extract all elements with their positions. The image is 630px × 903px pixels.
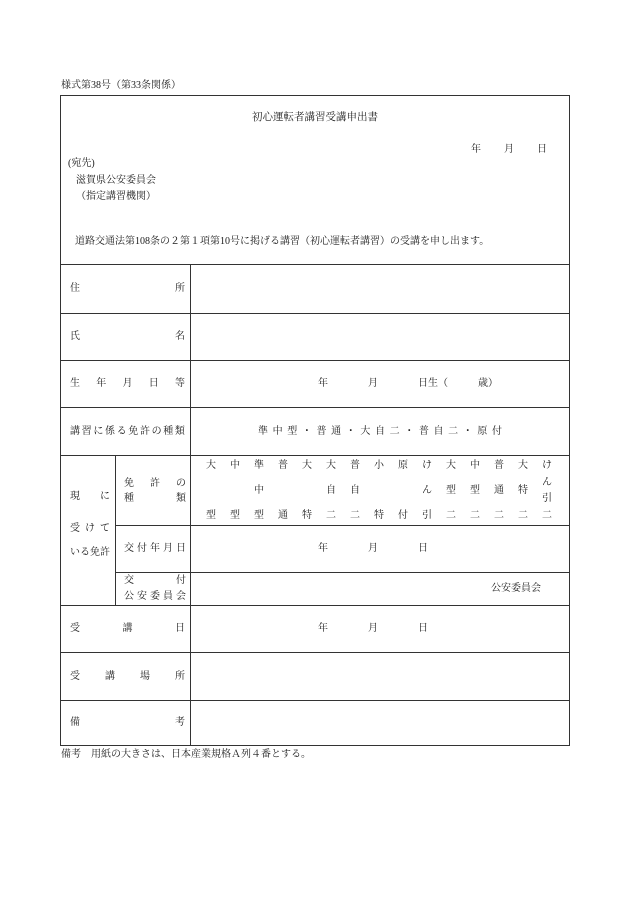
form-table: [61, 265, 569, 745]
license-type-char: 大: [446, 460, 456, 471]
label-char: 氏: [70, 331, 80, 342]
label-char: 講: [122, 623, 133, 634]
addressee-label: (宛先): [68, 158, 95, 169]
remarks-label: [70, 716, 185, 730]
license-type-char: け: [422, 460, 432, 471]
label-char: 準: [258, 425, 268, 437]
label-char: る: [80, 547, 90, 558]
label-char: 普: [418, 425, 429, 437]
license-type-char: 普: [350, 460, 360, 471]
license-type-column: [463, 461, 487, 521]
license-type-char: 型: [230, 510, 240, 521]
license-type-label-line: [124, 476, 186, 491]
license-type-column: [367, 461, 391, 521]
license-type-char: 中: [254, 485, 264, 496]
course-place-label-cell: [61, 653, 190, 700]
label-char: 通: [331, 425, 342, 437]
license-type-column: [295, 461, 319, 521]
license-type-column: [391, 461, 415, 521]
label-char: ・: [345, 425, 356, 437]
label-char: 中: [272, 425, 283, 437]
license-type-char: 付: [398, 510, 408, 521]
label-char: 二: [389, 425, 400, 437]
issuer-label-line: [124, 573, 186, 589]
designated-agency: （指定講習機関）: [76, 191, 156, 202]
license-type-char: 引: [422, 510, 432, 521]
license-type-char: 原: [398, 460, 408, 471]
license-type-char: 二: [326, 510, 336, 521]
course-license-options: [258, 425, 502, 439]
label-char: 免: [90, 547, 100, 558]
label-char: 付: [492, 425, 502, 437]
label-char: 自: [375, 425, 385, 437]
license-type-char: 二: [518, 510, 528, 521]
license-type-column: [511, 461, 535, 521]
course-date-label: [70, 622, 185, 636]
license-type-char: 型: [206, 510, 216, 521]
license-type-column: [439, 461, 463, 521]
license-type-char: 二: [350, 510, 360, 521]
course-date-field: [191, 606, 569, 652]
license-type-char: 普: [494, 460, 504, 471]
license-type-char: 自: [350, 485, 360, 496]
label-char: に: [93, 425, 104, 437]
name-field: [191, 314, 569, 360]
label-char: い: [70, 547, 80, 558]
license-type-char: 中: [470, 460, 480, 471]
address-label: [70, 282, 185, 296]
license-type-char: 引: [542, 493, 552, 505]
addressee: 滋賀県公安委員会: [76, 175, 156, 186]
form-header: [61, 96, 569, 265]
license-type-char: 通: [494, 485, 504, 496]
course-license-label: [70, 425, 185, 439]
label-char: 許: [150, 477, 160, 489]
label-char: ・: [404, 425, 415, 437]
license-type-label-line: [124, 491, 186, 506]
label-char: 所: [175, 283, 185, 294]
label-char: 許: [100, 547, 110, 558]
license-type-column: [487, 461, 511, 521]
course-date-label-cell: [61, 606, 190, 652]
label-char: 会: [176, 591, 186, 602]
license-type-column: [199, 461, 223, 521]
label-char: 受: [70, 523, 80, 534]
issuer-label: [124, 573, 186, 605]
license-type-column: [343, 461, 367, 521]
label-char: ・: [301, 425, 312, 437]
label-char: 考: [175, 717, 185, 728]
course-place-field: [191, 653, 569, 700]
label-char: 講: [70, 425, 80, 437]
address-label-cell: [61, 265, 190, 313]
license-type-char: 型: [254, 510, 264, 521]
label-char: 原: [477, 425, 488, 437]
label-char: 免: [124, 477, 134, 489]
license-type-char: 通: [278, 510, 288, 521]
birth-value: 年 月 日生（ 歳）: [318, 378, 498, 389]
label-char: の: [151, 425, 162, 437]
label-char: に: [100, 491, 110, 502]
label-char: 交: [124, 543, 134, 554]
license-type-char: 二: [542, 509, 552, 521]
label-char: 種: [124, 492, 134, 504]
label-char: 種: [163, 425, 174, 437]
issue-date-field: [191, 526, 569, 572]
issue-date-label: [124, 542, 186, 556]
label-char: 二: [448, 425, 459, 437]
license-type-char: け: [542, 460, 552, 471]
label-char: 月: [163, 543, 173, 554]
label-char: 年: [150, 543, 160, 554]
label-char: 付: [176, 575, 186, 586]
label-char: 住: [70, 283, 80, 294]
label-char: 名: [175, 331, 185, 342]
paper-size-note: 備考 用紙の大きさは、日本産業規格Ａ列４番とする。: [61, 749, 311, 760]
license-type-column: [319, 461, 343, 521]
license-type-char: 特: [518, 485, 528, 496]
issue-date-label-cell: [116, 526, 190, 572]
license-type-label: [124, 476, 186, 506]
label-char: 許: [139, 425, 150, 437]
label-char: け: [85, 523, 95, 534]
remarks-label-cell: [61, 701, 190, 745]
license-type-char: 特: [374, 510, 384, 521]
label-char: 生: [70, 378, 80, 389]
license-type-char: 大: [326, 460, 336, 471]
current-license-label-line: [70, 522, 110, 536]
issuer-value: 公安委員会: [491, 583, 541, 594]
license-type-column: [271, 461, 295, 521]
label-char: 日: [148, 378, 159, 389]
issuer-label-cell: [116, 573, 190, 605]
birth-label-cell: [61, 361, 190, 407]
label-char: 備: [70, 717, 80, 728]
label-char: 安: [137, 591, 147, 602]
label-char: 大: [360, 425, 371, 437]
label-char: の: [176, 477, 186, 489]
label-char: 月: [122, 378, 133, 389]
license-type-column: [223, 461, 247, 521]
license-type-char: 大: [518, 460, 528, 471]
label-char: 係: [104, 425, 115, 437]
remarks-field: [191, 701, 569, 745]
label-char: 類: [174, 425, 185, 437]
license-type-column: [247, 461, 271, 521]
label-char: 付: [137, 543, 147, 554]
license-type-char: 準: [254, 460, 264, 471]
label-char: て: [100, 523, 110, 534]
license-type-char: ん: [542, 476, 552, 488]
license-type-char: 自: [326, 485, 336, 496]
issue-date-value: 年 月 日: [318, 543, 428, 554]
license-type-char: 小: [374, 460, 384, 471]
application-form: [60, 95, 570, 746]
label-char: 受: [70, 623, 80, 634]
label-char: 公: [124, 591, 134, 602]
course-place-label: [70, 670, 185, 684]
submission-date: 年 月 日: [471, 144, 548, 155]
label-char: 現: [70, 491, 80, 502]
label-char: 習: [81, 425, 92, 437]
course-license-label-cell: [61, 408, 190, 455]
course-license-field: [191, 408, 569, 455]
license-type-char: 二: [446, 510, 456, 521]
label-char: 員: [163, 591, 173, 602]
issuer-label-line: [124, 589, 186, 605]
license-type-char: 特: [302, 510, 312, 521]
name-label-cell: [61, 314, 190, 360]
current-license-label-line: [70, 546, 110, 560]
license-type-char: ん: [422, 485, 432, 496]
form-number: 様式第38号（第33条関係）: [61, 80, 181, 91]
label-char: 日: [176, 543, 186, 554]
label-char: 類: [176, 492, 186, 504]
license-type-char: 中: [230, 460, 240, 471]
label-char: 自: [433, 425, 444, 437]
label-char: 年: [96, 378, 107, 389]
issuer-field: [191, 573, 569, 605]
label-char: 日: [175, 623, 185, 634]
license-type-char: 大: [302, 460, 312, 471]
label-char: 交: [124, 575, 134, 586]
label-char: 受: [70, 670, 80, 682]
label-char: 免: [128, 425, 139, 437]
label-char: 委: [150, 591, 160, 602]
declaration-text: 道路交通法第108条の２第１項第10号に掲げる講習（初心運転者講習）の受講を申し出ます。: [75, 236, 490, 247]
license-type-label-cell: [116, 456, 190, 525]
license-type-column: [415, 461, 439, 521]
current-license-label-line: [70, 490, 110, 504]
label-char: 場: [140, 670, 150, 682]
name-label: [70, 330, 185, 344]
course-date-value: 年 月 日: [318, 623, 428, 634]
label-char: 普: [316, 425, 327, 437]
label-char: 型: [287, 425, 298, 437]
license-type-list: [191, 456, 569, 525]
label-char: 講: [105, 670, 115, 682]
license-type-char: 二: [494, 510, 504, 521]
label-char: ・: [462, 425, 473, 437]
label-char: 所: [175, 670, 185, 682]
license-type-char: 型: [470, 485, 480, 496]
birth-field: [191, 361, 569, 407]
license-type-char: 二: [470, 510, 480, 521]
label-char: る: [116, 425, 127, 437]
label-char: 等: [175, 378, 185, 389]
license-type-column: [535, 461, 559, 521]
license-type-char: 大: [206, 460, 216, 471]
form-title: 初心運転者講習受講申出書: [252, 112, 378, 123]
license-type-char: 型: [446, 485, 456, 496]
current-license-label-cell: [61, 456, 115, 605]
birth-label: [70, 377, 185, 391]
license-type-char: 普: [278, 460, 288, 471]
address-field: [191, 265, 569, 313]
